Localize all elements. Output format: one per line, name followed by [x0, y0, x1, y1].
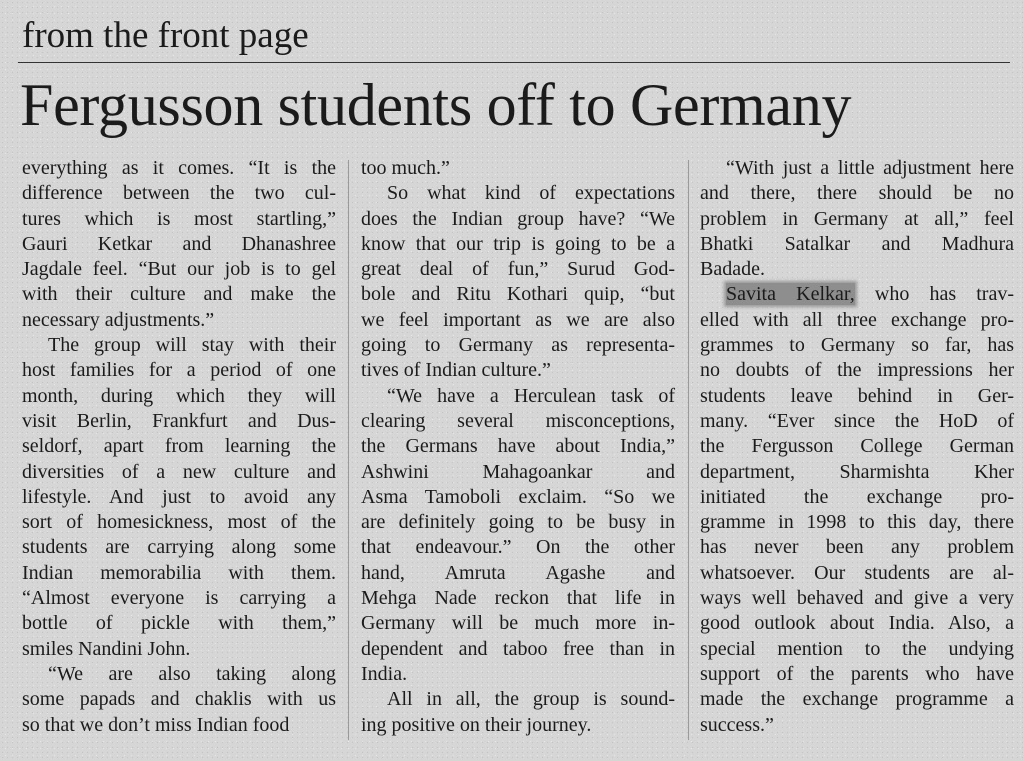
- text-line: whatsoever. Our students are al-: [700, 561, 1014, 584]
- kicker-rule: [18, 62, 1010, 63]
- text-line: dependent and taboo free than in: [361, 637, 675, 660]
- text-line: lifestyle. And just to avoid any: [22, 485, 336, 508]
- text-line: difference between the two cul-: [22, 182, 336, 205]
- text-line: month, during which they will: [22, 384, 336, 407]
- paragraph: [22, 333, 336, 662]
- paragraph: [361, 156, 675, 181]
- text-line: department, Sharmishta Kher: [700, 460, 1014, 483]
- text-line: Germany will be much more in-: [361, 612, 675, 635]
- text-line: grammes to Germany so far, has: [700, 334, 1014, 357]
- text-line: The group will stay with their: [48, 334, 336, 357]
- text-line: made the exchange programme a: [700, 688, 1014, 711]
- highlighted-name: Savita Kelkar,: [726, 283, 855, 306]
- text-line: hand, Amruta Agashe and: [361, 561, 675, 584]
- text-line: Bhatki Satalkar and Madhura: [700, 232, 1014, 255]
- text-line: Badade.: [700, 258, 765, 281]
- text-line: tures which is most startling,”: [22, 207, 336, 230]
- article-column-1: [22, 156, 336, 738]
- text-line: ways well behaved and give a very: [700, 587, 1014, 610]
- text-line: many. “Ever since the HoD of: [700, 409, 1014, 432]
- text-line: Jagdale feel. “But our job is to gel: [22, 258, 336, 281]
- text-line: too much.”: [361, 157, 450, 179]
- text-line: Indian memorabilia with them.: [22, 561, 336, 584]
- paragraph: [361, 687, 675, 738]
- paragraph: [361, 384, 675, 688]
- text-line: that endeavour.” On the other: [361, 536, 675, 559]
- text-line: everything as it comes. “It is the: [22, 157, 336, 179]
- text-line: we feel important as we are also: [361, 308, 675, 331]
- text-line: India.: [361, 662, 408, 685]
- text-line: support of the parents who have: [700, 662, 1014, 685]
- text-line: “We are also taking along: [48, 662, 336, 685]
- text-line: initiated the exchange pro-: [700, 485, 1014, 508]
- text-span: who has trav-: [854, 283, 1015, 306]
- text-line: students leave behind in Ger-: [700, 384, 1014, 407]
- text-line: gramme in 1998 to this day, there: [700, 511, 1014, 534]
- text-line: the Fergusson College German: [700, 435, 1014, 458]
- paragraph: [700, 282, 1014, 737]
- text-line: tives of Indian culture.”: [361, 359, 551, 382]
- text-line: elled with all three exchange pro-: [700, 308, 1014, 331]
- text-line: sort of homesickness, most of the: [22, 511, 336, 534]
- paragraph: [700, 156, 1014, 282]
- headline: Fergusson students off to Germany: [20, 72, 852, 138]
- text-line: “We have a Herculean task of: [387, 384, 675, 407]
- text-line: no doubts of the impressions her: [700, 359, 1014, 382]
- text-line: Gauri Ketkar and Dhanashree: [22, 232, 336, 255]
- text-line: bottle of pickle with them,”: [22, 612, 336, 635]
- column-divider: [688, 160, 689, 740]
- text-line: problem in Germany at all,” feel: [700, 207, 1014, 230]
- paragraph: [22, 156, 336, 333]
- text-line: some papads and chaklis with us: [22, 688, 336, 711]
- text-line: So what kind of expectations: [387, 182, 675, 205]
- text-line: “Almost everyone is carrying a: [22, 587, 336, 610]
- text-line: does the Indian group have? “We: [361, 207, 675, 230]
- text-line: Asma Tamoboli exclaim. “So we: [361, 485, 675, 508]
- text-line: Mehga Nade reckon that life in: [361, 587, 675, 610]
- text-line: All in all, the group is sound-: [387, 688, 675, 711]
- paragraph: [22, 662, 336, 738]
- text-line: visit Berlin, Frankfurt and Dus-: [22, 409, 336, 432]
- text-line: great deal of fun,” Surud God-: [361, 258, 675, 281]
- text-line: students are carrying along some: [22, 536, 336, 559]
- text-line: bole and Ritu Kothari quip, “but: [361, 283, 675, 306]
- text-line: necessary adjustments.”: [22, 308, 215, 331]
- text-line: and there, there should be no: [700, 182, 1014, 205]
- text-line: are definitely going to be busy in: [361, 511, 675, 534]
- paragraph: [361, 181, 675, 383]
- text-line: with their culture and make the: [22, 283, 336, 306]
- text-line: special mention to the undying: [700, 637, 1014, 660]
- text-line: success.”: [700, 713, 774, 736]
- text-line: the Germans have about India,”: [361, 435, 675, 458]
- text-line: good outlook about India. Also, a: [700, 612, 1014, 635]
- article-column-2: [361, 156, 675, 738]
- text-line: know that our trip is going to be a: [361, 232, 675, 255]
- text-line: clearing several misconceptions,: [361, 409, 675, 432]
- text-line: diversities of a new culture and: [22, 460, 336, 483]
- text-line: host families for a period of one: [22, 359, 336, 382]
- text-line: ing positive on their journey.: [361, 713, 592, 736]
- article-column-3: [700, 156, 1014, 738]
- section-kicker: from the front page: [22, 15, 309, 56]
- text-line: “With just a little adjustment here: [726, 157, 1014, 179]
- text-line: so that we don’t miss Indian food: [22, 713, 290, 736]
- text-line: smiles Nandini John.: [22, 637, 191, 660]
- text-line: seldorf, apart from learning the: [22, 435, 336, 458]
- text-line: has never been any problem: [700, 536, 1014, 559]
- text-line: going to Germany as representa-: [361, 334, 675, 357]
- column-divider: [348, 160, 349, 740]
- text-line: Ashwini Mahagoankar and: [361, 460, 675, 483]
- text-line: [700, 282, 1014, 307]
